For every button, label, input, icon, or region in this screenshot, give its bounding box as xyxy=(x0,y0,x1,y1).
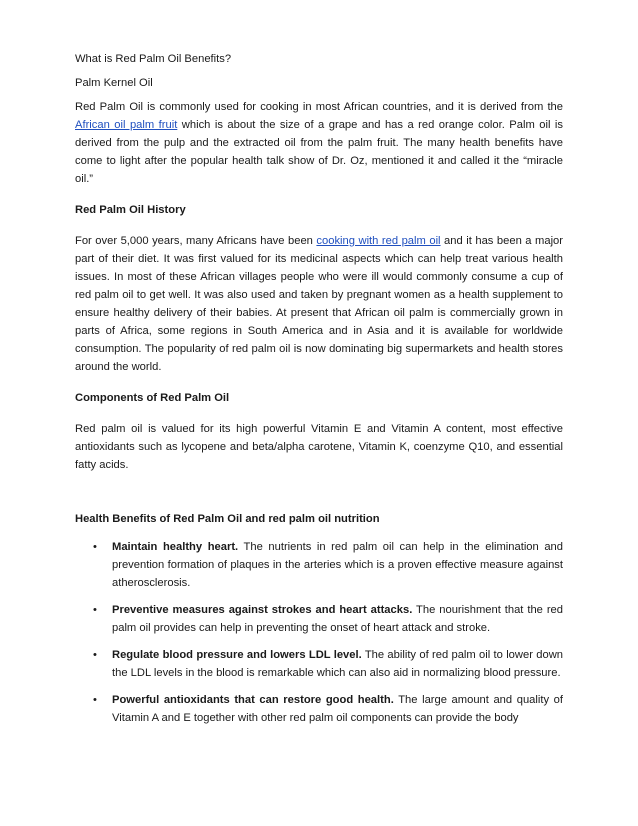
benefit-title: Regulate blood pressure and lowers LDL level. xyxy=(112,649,362,661)
document-content xyxy=(75,50,563,736)
benefit-item xyxy=(75,646,563,682)
bullet-icon: • xyxy=(93,541,97,553)
bullet-icon: • xyxy=(93,694,97,706)
benefit-text: The nutrients in red palm oil can help in the elimination and prevention formation of plaques in the arteries which is a proven effective measure against atherosclerosis. xyxy=(112,541,563,589)
components-heading: Components of Red Palm Oil xyxy=(75,392,230,404)
benefit-text: The large amount and quality of Vitamin A and E together with other red palm oil components can provide the body xyxy=(112,694,563,724)
intro-text-end: which is about the size of a grape and has a red orange color. Palm oil is derived from the pulp and the extracted oil from the palm fruit. The many health benefits have come to light after the popular health talk show of Dr. Oz, mentioned it and called it the “miracle oil.” xyxy=(75,119,563,185)
intro-paragraph xyxy=(75,98,563,188)
document-title: What is Red Palm Oil Benefits? xyxy=(75,53,232,65)
bullet-icon: • xyxy=(93,649,97,661)
history-paragraph xyxy=(75,232,563,376)
intro-text-start: Red Palm Oil is commonly used for cooking in most African countries, and it is derived from the xyxy=(75,101,563,113)
history-heading: Red Palm Oil History xyxy=(75,204,186,216)
benefit-title: Maintain healthy heart. xyxy=(112,541,239,553)
benefit-item xyxy=(75,601,563,637)
benefits-heading: Health Benefits of Red Palm Oil and red palm oil nutrition xyxy=(75,513,380,525)
benefit-title: Preventive measures against strokes and heart attacks. xyxy=(112,604,413,616)
document-subtitle: Palm Kernel Oil xyxy=(75,77,153,89)
benefit-item xyxy=(75,691,563,727)
components-paragraph: Red palm oil is valued for its high powerful Vitamin E and Vitamin A content, most effective antioxidants such as lycopene and beta/alpha carotene, Vitamin K, coenzyme Q10, and essential fatty acids. xyxy=(75,423,563,471)
benefit-text: The nourishment that the red palm oil provides can help in preventing the onset of heart attack and stroke. xyxy=(112,604,563,634)
cooking-with-red-palm-oil-link[interactable]: cooking with red palm oil xyxy=(316,235,441,247)
history-text-start: For over 5,000 years, many Africans have been xyxy=(75,235,317,247)
benefit-item xyxy=(75,538,563,592)
benefit-text: The ability of red palm oil to lower down the LDL levels in the blood is remarkable which can also aid in normalizing blood pressure. xyxy=(112,649,563,679)
bullet-icon: • xyxy=(93,604,97,616)
history-text-end: and it has been a major part of their diet. It was first valued for its medicinal aspects which can help treat various health issues. In most of these African villages people who were ill would commonly consume a cup of red palm oil to get well. It was also used and taken by pregnant women as a health supplement to ensure healthy delivery of their babies. At present that African oil palm is commercially grown in parts of Africa, some regions in South America and in Asia and it is available for worldwide consumption. The popularity of red palm oil is now dominating big supermarkets and health stores around the world. xyxy=(75,235,564,373)
benefits-list xyxy=(75,538,563,727)
benefit-title: Powerful antioxidants that can restore good health. xyxy=(112,694,394,706)
african-oil-palm-fruit-link[interactable]: African oil palm fruit xyxy=(75,119,178,131)
